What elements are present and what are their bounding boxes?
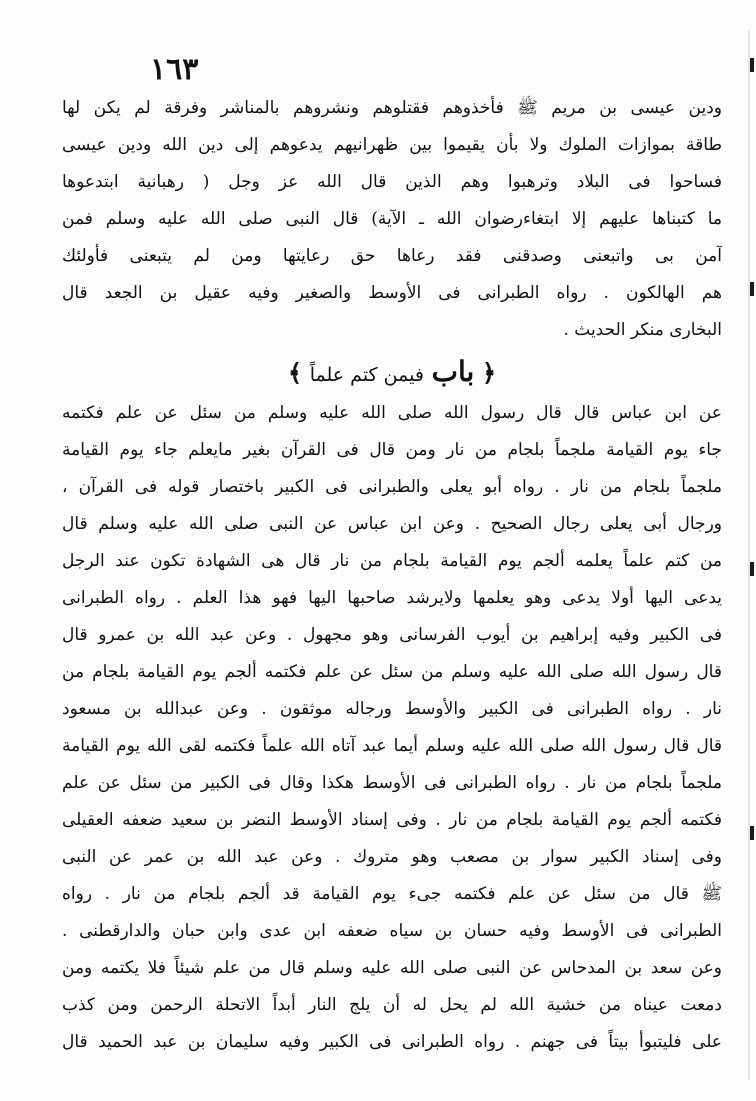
page-text — [62, 90, 722, 1061]
text-line: طاقة بموازات الملوك ولا بأن يقيموا بين ظهرانيهم يدعوهم إلى دين الله ودين عيسى — [62, 135, 722, 155]
text-line: جاء يوم القيامة ملجماً بلجام من نار ومن قال فى القرآن بغير مايعلم جاء يوم القيامة — [62, 440, 722, 460]
heading-title: فيمن كتم علماً — [309, 364, 424, 386]
margin-mark — [750, 562, 754, 576]
text-line: عن ابن عباس قال قال رسول الله صلى الله عليه وسلم من سئل عن علم فكتمه — [62, 403, 722, 423]
margin-mark — [750, 58, 754, 72]
text-line: ورجال أبى يعلى رجال الصحيح . وعن ابن عباس عن النبى صلى الله عليه وسلم قال — [62, 514, 722, 534]
text-line: فكتمه ألجم يوم القيامة بلجام من نار . وفى إسناد الأوسط النضر بن سعيد ضعفه العقيلى — [62, 810, 722, 830]
text-line: وعن سعد بن المدحاس عن النبى صلى الله عليه وسلم قال من علم شيئاً فلا يكتمه ومن — [62, 958, 722, 978]
heading-bab-word: باب — [431, 355, 475, 388]
text-line: قال رسول الله صلى الله عليه وسلم من سئل عن علم فكتمه ألجم يوم القيامة بلجام من — [62, 662, 722, 682]
heading-open-bracket: ﴿ — [481, 358, 496, 387]
text-line: على فليتبوأ بيتاً فى جهنم . رواه الطبرانى فى الكبير وفيه سليمان بن عبد الحميد قال — [62, 1032, 722, 1052]
text-line: الطبرانى فى الأوسط وفيه حسان بن سياه ضعفه ابن عدى وابن حبان والدارقطنى . — [62, 921, 722, 941]
text-line: دمعت عيناه من خشية الله لم يحل له أن يلج النار أبداً الاتحلة الرحمن ومن كذب — [62, 995, 722, 1015]
section-heading — [62, 349, 722, 395]
text-line: فى الكبير وفيه إبراهيم بن أيوب الفرسانى وهو مجهول . وعن عبد الله بن عمرو قال — [62, 625, 722, 645]
heading-close-bracket: ﴾ — [288, 358, 303, 387]
text-line: آمن بى واتبعنى وصدقنى فقد رعاها حق رعايتها ومن لم يتبعنى فأولئك — [62, 246, 722, 266]
text-line: ملجماً بلجام من نار . رواه الطبرانى فى الأوسط هكذا وقال فى الكبير من سئل عن علم — [62, 773, 722, 793]
margin-mark — [750, 826, 754, 840]
text-line: ﷺ قال من سئل عن علم فكتمه جىء يوم القيامة قد ألجم بلجام من نار . رواه — [62, 884, 722, 904]
text-line: فساحوا فى البلاد وترهبوا وهم الذين قال الله عز وجل ( رهبانية ابتدعوها — [62, 172, 722, 192]
margin-mark — [750, 282, 754, 296]
page-number: ١٦٣ — [150, 52, 199, 87]
text-line: قال قال رسول الله صلى الله عليه وسلم أيما عبد آتاه الله علماً فكتمه لقى الله يوم القيامة — [62, 736, 722, 756]
text-line: ملجماً بلجام من نار . رواه أبو يعلى والطبرانى فى الكبير باختصار قوله فى القرآن ، — [62, 477, 722, 497]
text-line: من كتم علماً يعلمه ألجم يوم القيامة بلجام من نار قال هى الشهادة تكون عند الرجل — [62, 551, 722, 571]
text-line: ودين عيسى بن مريم ﷺ فأخذوهم فقتلوهم ونشروهم بالمناشر وفرقة لم يكن لها — [62, 98, 722, 118]
text-line: هم الهالكون . رواه الطبرانى فى الأوسط والصغير وفيه عقيل بن الجعد قال — [62, 283, 722, 303]
text-line: ما كتبناها عليهم إلا ابتغاءرضوان الله ـ الآية) قال النبى صلى الله عليه وسلم فمن — [62, 209, 722, 229]
scan-edge-shadow — [748, 30, 750, 1080]
text-line: البخارى منكر الحديث . — [563, 320, 722, 340]
text-line: يدعى اليها أولا يدعى وهو يعلمها ولايرشد صاحبها اليها فهو هذا العلم . رواه الطبرانى — [62, 588, 722, 608]
text-line: وفى إسناد الكبير سوار بن مصعب وهو متروك . وعن عبد الله بن عمر عن النبى — [62, 847, 722, 867]
text-line: نار . رواه الطبرانى فى الكبير والأوسط ورجاله موثقون . وعن عبدالله بن مسعود — [62, 699, 722, 719]
